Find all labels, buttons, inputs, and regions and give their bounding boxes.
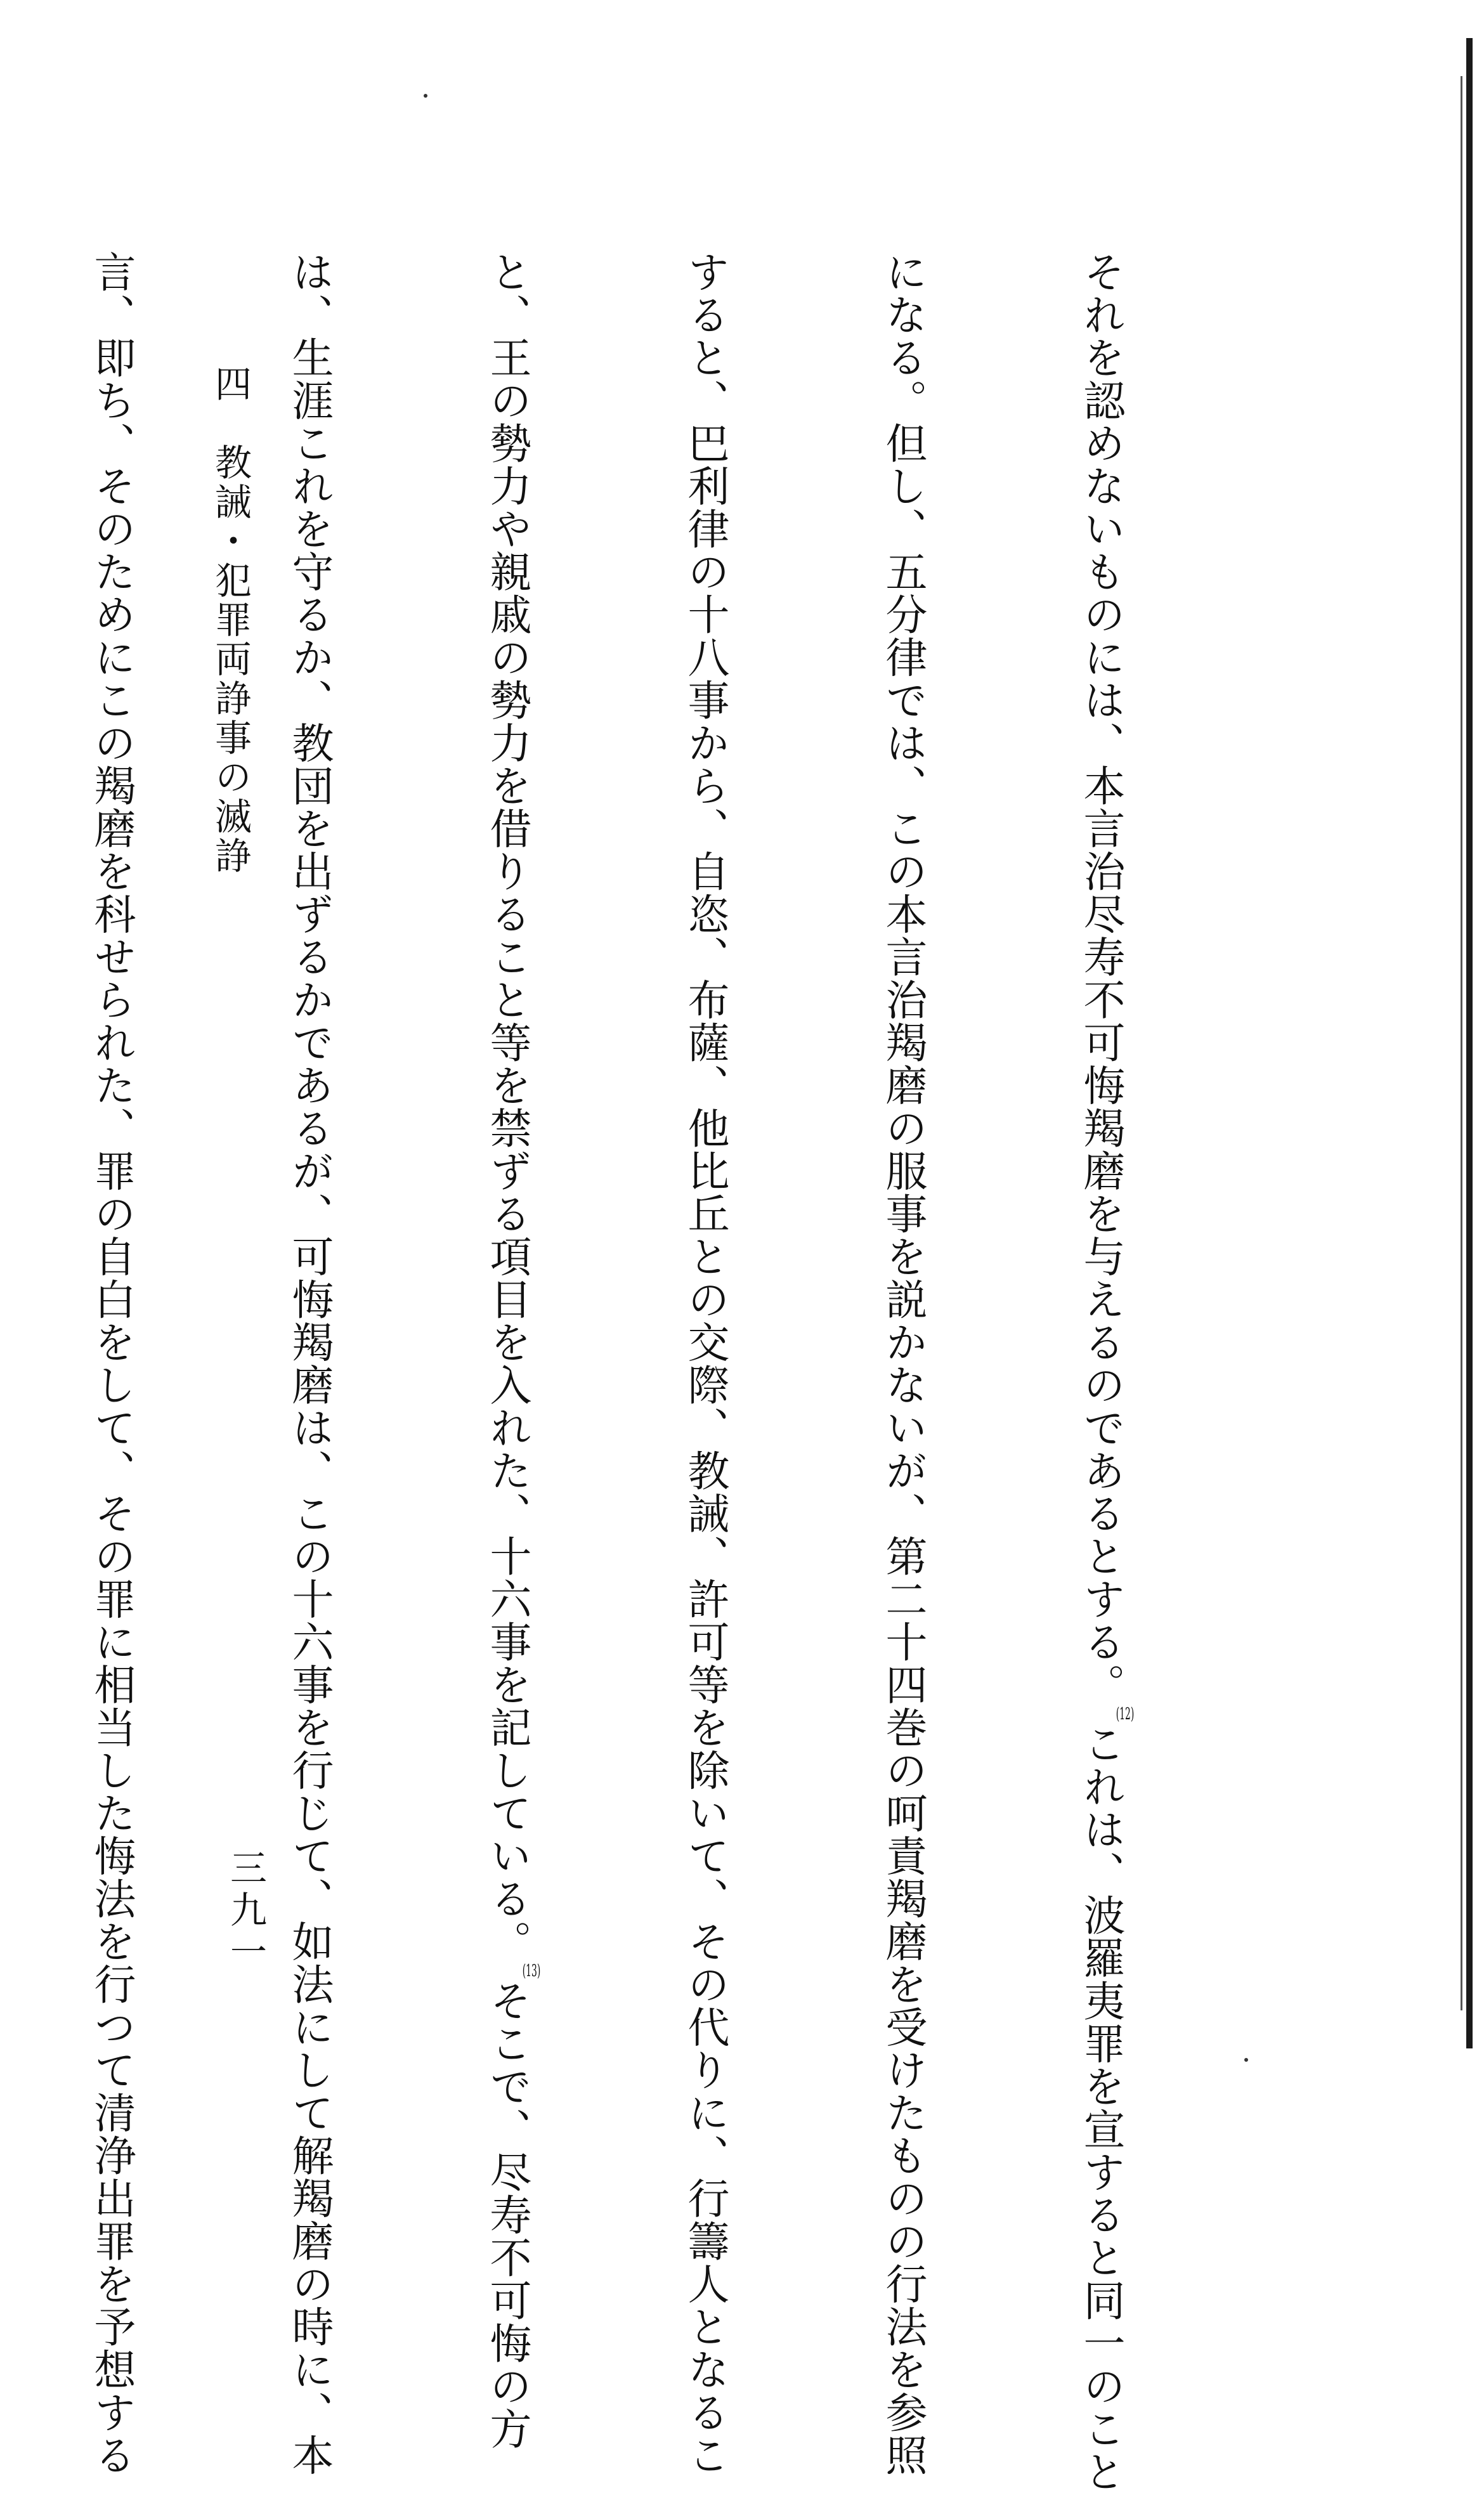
text-line: と、王の勢力や親戚の勢力を借りること等を禁ずる項目を入れた、十六事を記している。(13)そこで、尽寿不可悔の方	[483, 251, 541, 2451]
page-binding-shadow	[1461, 76, 1462, 2010]
footnote-ref: (12)	[1116, 1706, 1135, 1722]
text-line: になる。但し、五分律では、この本言治羯磨の服事を説かないが、第二十四巻の呵責羯磨を受けたものの行法を参照	[878, 251, 927, 2477]
text-line: それを認めないものには、本言治尽寿不可悔羯磨を与えるのであるとする。(12)これは、波羅夷罪を宣すると同一のこと	[1076, 251, 1135, 2493]
print-speck	[424, 94, 427, 98]
text-line: 言、即ち、そのためにこの羯磨を科せられた、罪の自白をして、その罪に相当した悔法を行つて清浄出罪を予想する	[87, 251, 136, 2477]
body-text	[0, 251, 1265, 2493]
footnote-ref: (13)	[522, 1963, 541, 1979]
page-number: 三九一	[224, 1849, 267, 1974]
print-speck	[1244, 2058, 1248, 2062]
running-head: 四 教誡・犯罪両諍事の滅諍	[209, 365, 252, 876]
text-line: すると、巴利律の十八事から、自恣、布薩、他比丘との交際、教誡、許可等を除いて、その代りに、行籌人となるこ	[680, 251, 729, 2477]
page-binding-edge	[1466, 38, 1473, 2048]
text-line: は、生涯これを守るか、教団を出ずるかであるが、可悔羯磨は、この十六事を行じて、如法にして解羯磨の時に、本	[285, 251, 334, 2477]
